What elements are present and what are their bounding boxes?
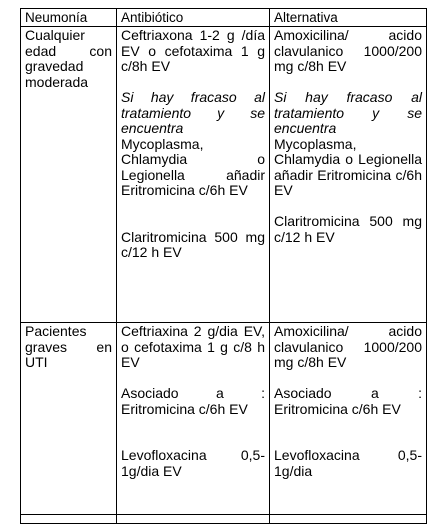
cell-text: Asociado a : Eritromicina c/6h EV	[274, 385, 422, 417]
empty-cell	[270, 515, 427, 524]
table-row	[21, 323, 427, 515]
alternativa-cell	[270, 323, 427, 515]
group-label: Pacientes graves en UTI	[25, 323, 112, 370]
cell-text: Levofloxacina 0,5-1g/dia EV	[121, 447, 265, 479]
treatment-table	[20, 8, 427, 524]
cell-text: Amoxicilina/ acido clavulanico 1000/200 mg c/8h EV	[274, 27, 422, 74]
cell-text: Claritromicina 500 mg c/12 h EV	[121, 228, 265, 260]
alternativa-cell	[270, 27, 427, 323]
table-header-row	[21, 9, 427, 27]
group-cell	[21, 27, 117, 323]
cell-text: Levofloxacina 0,5-1g/dia	[274, 447, 422, 479]
cell-text: Mycoplasma, Chlamydia o Legionella añadir Eritromicina c/6h EV	[121, 135, 265, 198]
empty-cell	[21, 515, 117, 524]
antibiotico-cell	[117, 323, 270, 515]
cell-text	[121, 90, 265, 199]
italic-text: Si hay fracaso al tratamiento y se encuentra	[121, 89, 265, 136]
cell-text: Ceftriaxina 2 g/dia EV, o cefotaxima 1 g c/8 h EV	[121, 323, 265, 370]
cell-text: Amoxicilina/ acido clavulanico 1000/200 mg c/8h EV	[274, 323, 422, 370]
cell-text: Claritromicina 500 mg c/12 h EV	[274, 213, 422, 245]
table-row	[21, 27, 427, 323]
italic-text: Si hay fracaso al tratamiento y se encuentra	[274, 89, 422, 136]
empty-cell	[117, 515, 270, 524]
antibiotico-cell	[117, 27, 270, 323]
table-row	[21, 515, 427, 524]
group-label: Cualquier edad con gravedad moderada	[25, 27, 112, 90]
header-antibiotico: Antibiótico	[117, 9, 270, 27]
header-neumonia: Neumonía	[21, 9, 117, 27]
cell-text: Ceftriaxona 1-2 g /día EV o cefotaxima 1 g c/8h EV	[121, 27, 265, 74]
header-alternativa: Alternativa	[270, 9, 427, 27]
cell-text: Asociado a : Eritromicina c/6h EV	[121, 385, 265, 417]
cell-text: Mycoplasma, Chlamydia o Legionella añadir Eritromicina c/6h EV	[274, 135, 422, 198]
cell-text	[274, 90, 422, 199]
group-cell	[21, 323, 117, 515]
